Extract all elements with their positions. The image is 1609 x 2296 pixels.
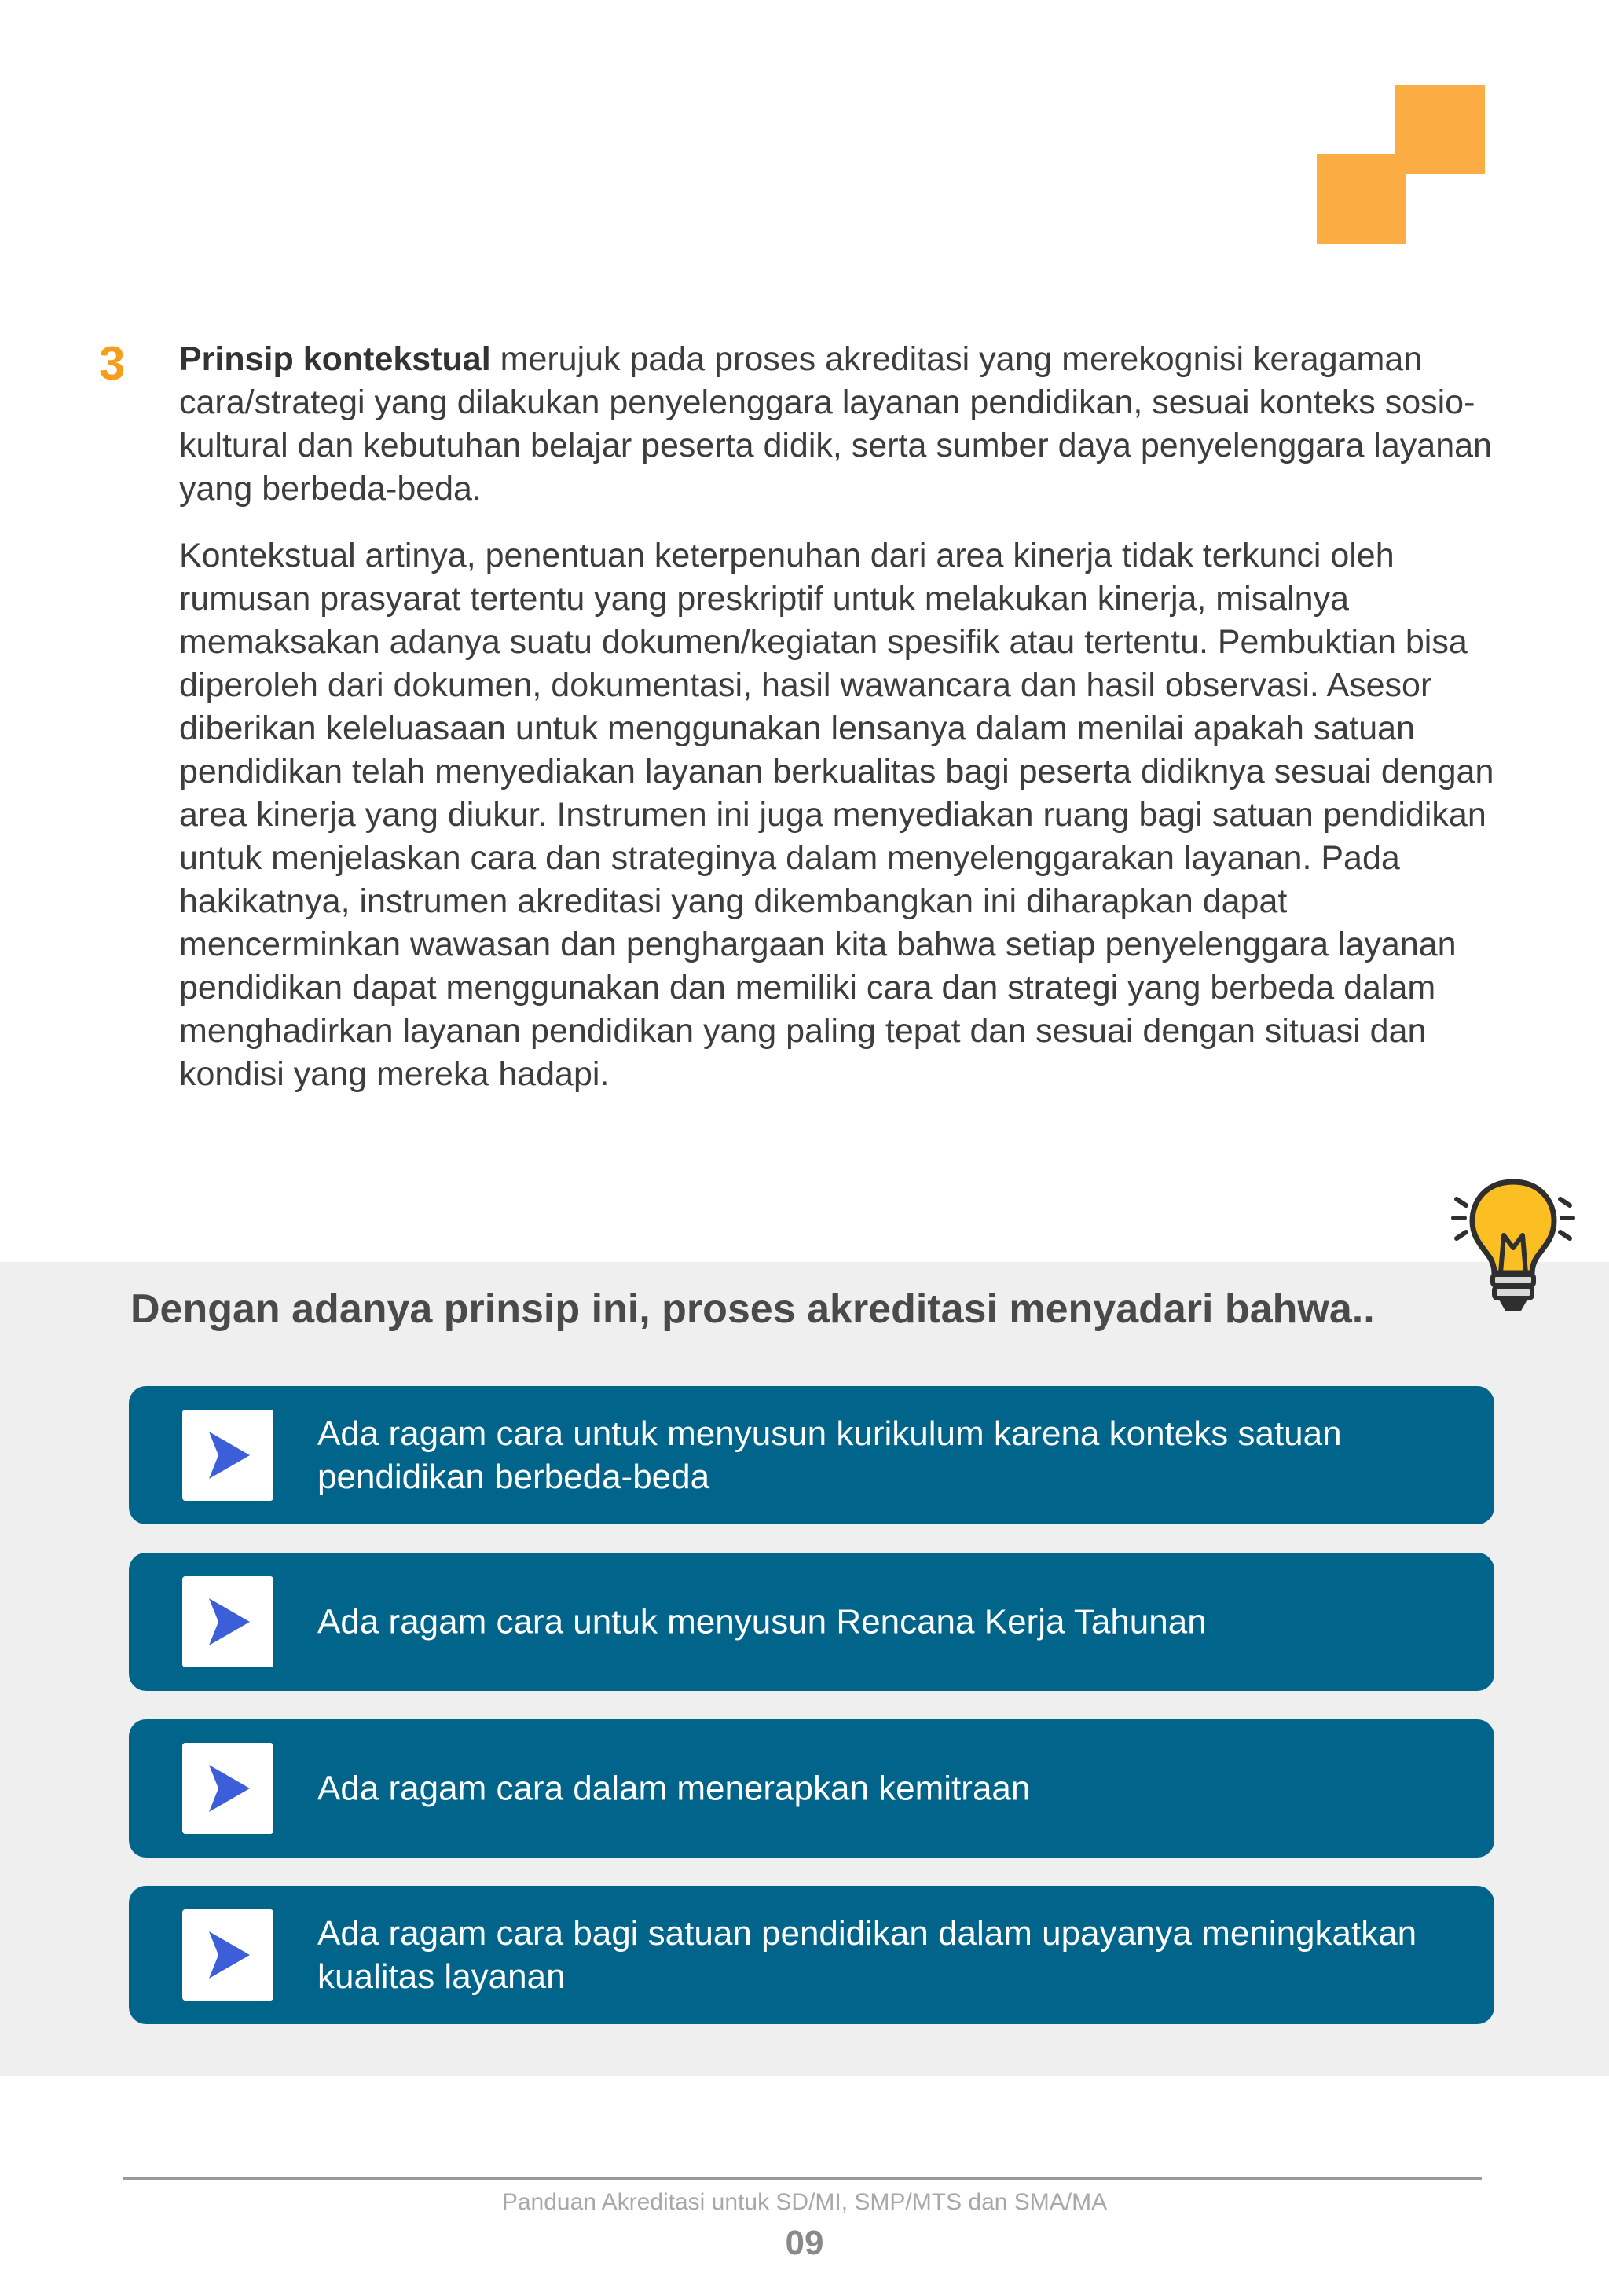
callout-card: [129, 1719, 1494, 1858]
footer-text: Panduan Akreditasi untuk SD/MI, SMP/MTS dan SMA/MA: [501, 2189, 1108, 2215]
principle-number: 3: [99, 337, 126, 390]
callout-title: Dengan adanya prinsip ini, proses akreditasi menyadari bahwa..: [130, 1286, 1375, 1332]
principle-explanation: Kontekstual artinya, penentuan keterpenuhan dari area kinerja tidak terkunci oleh rumusan prasyarat tertentu yang preskriptif untuk melakukan kinerja, misalnya memaksakan adanya suatu dokumen/kegiatan spesifik atau tertentu. Pembuktian bisa diperoleh dari dokumen, dokumentasi, hasil wawancara dan hasil observasi. Asesor diberikan keleluasaan untuk menggunakan lensanya dalam menilai apakah satuan pendidikan telah menyediakan layanan berkualitas bagi peserta didiknya sesuai dengan area kinerja yang diukur. Instrumen ini juga menyediakan ruang bagi satuan pendidikan untuk menjelaskan cara dan strateginya dalam menyelenggarakan layanan. Pada hakikatnya, instrumen akreditasi yang dikembangkan ini diharapkan dapat mencerminkan wawasan dan penghargaan kita bahwa setiap penyelenggara layanan pendidikan dapat menggunakan dan memiliki cara dan strategi yang berbeda dalam menghadirkan layanan pendidikan yang paling tepat dan sesuai dengan situasi dan kondisi yang mereka hadapi.: [179, 537, 1494, 1093]
principle-intro-text: merujuk pada proses akreditasi yang merekognisi keragaman cara/strategi yang dilakukan penyelenggara layanan pendidikan, sesuai konteks sosio-kultural dan kebutuhan belajar peserta didik, serta sumber daya penyelenggara layanan yang berbeda-beda.: [179, 340, 1492, 508]
arrow-icon-box: [182, 1576, 273, 1667]
callout-card: [129, 1386, 1494, 1524]
decorative-square-top: [1395, 85, 1485, 174]
play-arrow-icon: [201, 1429, 255, 1482]
callout-item-text: Ada ragam cara untuk menyusun Rencana Kerja Tahunan: [317, 1602, 1207, 1641]
page-number: 09: [785, 2224, 824, 2262]
play-arrow-icon: [201, 1595, 255, 1649]
principle-title: Prinsip kontekstual: [179, 340, 491, 378]
arrow-icon-box: [182, 1909, 273, 2001]
arrow-icon-box: [182, 1743, 273, 1834]
lightbulb-icon: [1446, 1169, 1581, 1326]
callout-card: [129, 1553, 1494, 1691]
callout-item-text: Ada ragam cara dalam menerapkan kemitraan: [317, 1769, 1031, 1808]
callout-card: [129, 1886, 1494, 2024]
play-arrow-icon: [201, 1762, 255, 1815]
decorative-square-bottom: [1317, 154, 1406, 244]
callout-item-text: Ada ragam cara untuk menyusun kurikulum karena konteks satuan pendidikan berbeda-beda: [317, 1414, 1342, 1496]
principle-intro: [179, 338, 1507, 511]
callout-item-text: Ada ragam cara bagi satuan pendidikan dalam upayanya meningkatkan kualitas layanan: [317, 1914, 1417, 1996]
footer-divider: [123, 2177, 1482, 2180]
play-arrow-icon: [201, 1928, 255, 1982]
arrow-icon-box: [182, 1410, 273, 1501]
